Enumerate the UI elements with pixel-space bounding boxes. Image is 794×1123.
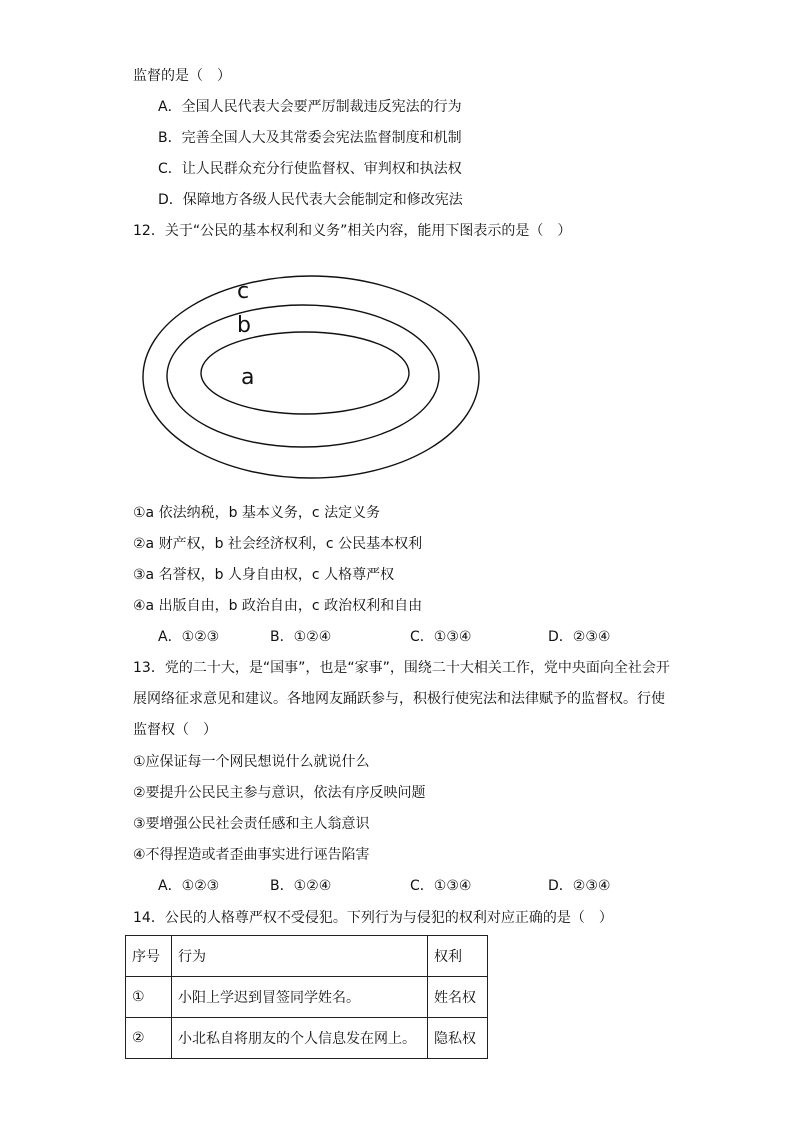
q13-choice-a: A．①②③ bbox=[158, 878, 220, 894]
q11-stem-tail: 监督的是（ ） bbox=[133, 68, 231, 84]
inner-ellipse bbox=[201, 332, 409, 414]
q12-choice-d: D．②③④ bbox=[548, 629, 611, 645]
row-right: 隐私权 bbox=[428, 1018, 488, 1059]
q13-choice-c: C．①③④ bbox=[410, 878, 472, 894]
label-c: c bbox=[237, 279, 250, 304]
rights-table bbox=[125, 935, 488, 1059]
q13-statement-2: ②要提升公民民主参与意识，依法有序反映问题 bbox=[133, 785, 426, 801]
q11-option-a: A．全国人民代表大会要严厉制裁违反宪法的行为 bbox=[158, 99, 462, 115]
row-behavior: 小阳上学迟到冒签同学姓名。 bbox=[172, 977, 428, 1018]
q12-stem: 12．关于“公民的基本权利和义务”相关内容，能用下图表示的是（ ） bbox=[133, 223, 572, 239]
q12-statement-4: ④a 出版自由，b 政治自由，c 政治权利和自由 bbox=[133, 598, 423, 614]
q13-stem-line-3: 监督权（ ） bbox=[133, 722, 217, 738]
nested-ellipses-diagram bbox=[140, 270, 485, 482]
row-number: ① bbox=[126, 977, 172, 1018]
q12-choice-c: C．①③④ bbox=[410, 629, 472, 645]
q11-option-d: D．保障地方各级人民代表大会能制定和修改宪法 bbox=[158, 192, 463, 208]
q12-statement-3: ③a 名誉权，b 人身自由权，c 人格尊严权 bbox=[133, 567, 395, 583]
header-number: 序号 bbox=[126, 936, 172, 977]
q13-stem-line-1: 13．党的二十大，是“国事”，也是“家事”，围绕二十大相关工作，党中央面向全社会开 bbox=[133, 660, 670, 676]
q12-choice-b: B．①②④ bbox=[270, 629, 332, 645]
q14-stem: 14．公民的人格尊严权不受侵犯。下列行为与侵犯的权利对应正确的是（ ） bbox=[133, 910, 613, 926]
q11-option-b: B．完善全国人大及其常委会宪法监督制度和机制 bbox=[158, 130, 462, 146]
label-b: b bbox=[237, 313, 251, 338]
q13-stem-line-2: 展网络征求意见和建议。各地网友踊跃参与，积极行使宪法和法律赋予的监督权。行使 bbox=[133, 691, 665, 707]
row-number: ② bbox=[126, 1018, 172, 1059]
label-a: a bbox=[241, 365, 255, 390]
header-right: 权利 bbox=[428, 936, 488, 977]
q12-statement-1: ①a 依法纳税，b 基本义务，c 法定义务 bbox=[133, 505, 381, 521]
middle-ellipse bbox=[167, 305, 439, 447]
row-right: 姓名权 bbox=[428, 977, 488, 1018]
header-behavior: 行为 bbox=[172, 936, 428, 977]
table-row bbox=[126, 1018, 488, 1059]
q12-choice-a: A．①②③ bbox=[158, 629, 220, 645]
q13-choice-d: D．②③④ bbox=[548, 878, 611, 894]
q13-choice-b: B．①②④ bbox=[270, 878, 332, 894]
row-behavior: 小北私自将朋友的个人信息发在网上。 bbox=[172, 1018, 428, 1059]
table-header-row bbox=[126, 936, 488, 977]
q13-statement-3: ③要增强公民社会责任感和主人翁意识 bbox=[133, 816, 370, 832]
q13-statement-1: ①应保证每一个网民想说什么就说什么 bbox=[133, 754, 370, 770]
q11-option-c: C．让人民群众充分行使监督权、审判权和执法权 bbox=[158, 161, 462, 177]
q13-statement-4: ④不得捏造或者歪曲事实进行诬告陷害 bbox=[133, 847, 370, 863]
outer-ellipse bbox=[143, 276, 479, 478]
table-row bbox=[126, 977, 488, 1018]
q12-statement-2: ②a 财产权，b 社会经济权利，c 公民基本权利 bbox=[133, 536, 423, 552]
